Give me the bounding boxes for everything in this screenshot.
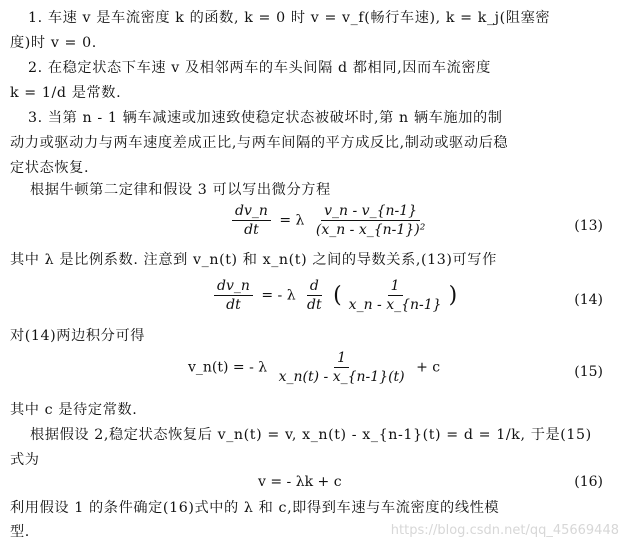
- equation-15-number: (15): [574, 364, 603, 380]
- line-15: 型.: [10, 524, 30, 540]
- line-8: 根据牛顿第二定律和假设 3 可以写出微分方程: [30, 182, 331, 198]
- line-12: 根据假设 2,稳定状态恢复后 v_n(t) = v, x_n(t) - x_{n-1}(t) = d = 1/k, 于是(15): [30, 427, 592, 443]
- eq13-lhs-den: dt: [244, 222, 259, 238]
- eq13-lhs-num: dv_n: [232, 203, 271, 221]
- line-10: 对(14)两边积分可得: [10, 328, 146, 344]
- line-1: 1. 车速 v 是车流密度 k 的函数, k = 0 时 v = v_f(畅行车速), k = k_j(阻塞密: [28, 10, 551, 26]
- eq13-op: = λ: [279, 212, 305, 229]
- equation-14-number: (14): [574, 292, 603, 308]
- eq14-d-num: d: [307, 278, 322, 296]
- line-6: 动力或驱动力与两车速度差成正比,与两车间隔的平方成反比,制动或驱动后稳: [10, 135, 509, 151]
- equation-16-number: (16): [574, 474, 603, 490]
- eq15-lhs: v_n(t) = - λ: [188, 359, 268, 376]
- eq14-den: x_n - x_{n-1}: [348, 297, 442, 313]
- line-11: 其中 c 是待定常数.: [10, 402, 138, 418]
- line-9: 其中 λ 是比例系数. 注意到 v_n(t) 和 x_n(t) 之间的导数关系,(13)可写作: [10, 252, 497, 268]
- line-7: 定状态恢复.: [10, 160, 90, 176]
- equation-13: [228, 203, 432, 238]
- equation-14: $\frac{dv\_n}{dt}$ = - λ $\frac{d}{dt}$ ( $\frac{1}{x\_n - x\_\{n-1\}}$ ): [210, 278, 457, 313]
- eq13-den: (x_n - x_{n-1})²: [315, 222, 426, 238]
- eq15-num: 1: [334, 350, 349, 368]
- line-3: 2. 在稳定状态下车速 v 及相邻两车的车头间隔 d 都相同,因而车流密度: [28, 60, 491, 76]
- eq14-num: 1: [388, 278, 403, 296]
- eq14-lhs-num: dv_n: [214, 278, 253, 296]
- eq13-num: v_n - v_{n-1}: [321, 203, 420, 221]
- eq14-d-den: dt: [307, 297, 322, 313]
- eq15-tail: + c: [416, 359, 441, 376]
- watermark: https://blog.csdn.net/qq_45669448: [390, 523, 619, 538]
- eq15-den: x_n(t) - x_{n-1}(t): [278, 369, 405, 385]
- line-2: 度)时 v = 0.: [10, 35, 97, 51]
- line-14: 利用假设 1 的条件确定(16)式中的 λ 和 c,即得到车速与车流密度的线性模: [10, 500, 500, 516]
- line-13: 式为: [10, 452, 40, 468]
- eq14-op: = - λ: [261, 287, 296, 304]
- equation-13-number: (13): [574, 218, 603, 234]
- eq14-lhs-den: dt: [226, 297, 241, 313]
- line-5: 3. 当第 n - 1 辆车减速或加速致使稳定状态被破坏时,第 n 辆车施加的制: [28, 110, 503, 126]
- line-4: k = 1/d 是常数.: [10, 85, 122, 101]
- equation-15: [188, 350, 440, 385]
- equation-16: v = - λk + c: [258, 474, 342, 490]
